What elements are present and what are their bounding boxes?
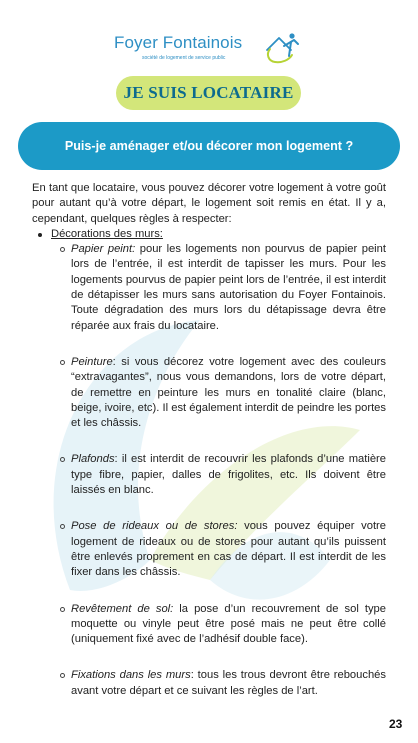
item-text: la pose d’un recouvrement de sol type moquette ou vinyle peut être posé mais ne peut être collé (uniquement fixé avec de l’adhésif double face). [71, 602, 386, 646]
bullet-dot-icon [38, 233, 42, 237]
brand-logo [114, 30, 304, 66]
logo-tagline: société de logement de service public [142, 55, 226, 61]
section-title: JE SUIS LOCATAIRE [116, 76, 301, 110]
circle-bullet-icon [60, 360, 65, 365]
circle-bullet-icon [60, 673, 65, 678]
logo-name: Foyer Fontainois [114, 33, 243, 52]
item-text: pour les logements non pourvus de papier peint lors de l’entrée, il est interdit de tapisser les murs. Pour les logements pourvus de papier peint lors de l’entrée, il est interdit de détapisser les murs sans autorisation du Foyer Fontainois. Toute dégradation des murs lors du détapissage devra être réparée aux frais du locataire. [71, 243, 386, 332]
list-item [71, 355, 386, 431]
circle-bullet-icon [60, 607, 65, 612]
question-banner: Puis-je aménager et/ou décorer mon logement ? [18, 122, 400, 170]
list-item [71, 602, 386, 648]
list-item [71, 668, 386, 699]
house-figure-icon [262, 30, 302, 64]
circle-bullet-icon [60, 457, 65, 462]
item-term: Plafonds [71, 453, 115, 466]
bullet-wall-decoration [32, 227, 386, 242]
circle-bullet-icon [60, 524, 65, 529]
intro-paragraph: En tant que locataire, vous pouvez décorer votre logement à votre goût pour autant qu’à votre départ, le logement soit remis en état. Il y a, cependant, quelques règles à respecter: [32, 182, 386, 225]
list-item [71, 242, 386, 334]
main-content [32, 181, 386, 720]
item-term: Pose de rideaux ou de stores: [71, 520, 238, 533]
item-text: : si vous décorez votre logement avec des couleurs “extravagantes”, nous vous demandons, lors de votre départ, de remettre en peinture les murs en tonalité claire (blanc, beige, ivoire, etc). Il est également interdit de peindre les portes et les châssis. [71, 355, 386, 430]
item-term: Fixations dans les murs [71, 669, 191, 682]
list-item [71, 452, 386, 498]
list-item [71, 519, 386, 580]
item-term: Papier peint: [71, 243, 136, 256]
circle-bullet-icon [60, 247, 65, 252]
item-term: Revêtement de sol: [71, 602, 174, 615]
rules-list [32, 242, 386, 699]
item-text: : tous les trous devront être rebouchés avant votre départ et ce suivant les règles de l’art. [71, 669, 386, 697]
item-text: vous pouvez équiper votre logement de rideaux ou de stores pour autant qu’ils puissent être enlevés proprement en cas de départ. Il est interdit de les fixer dans les châssis. [71, 520, 386, 579]
item-term: Peinture [71, 355, 113, 368]
page-number: 23 [389, 717, 403, 731]
bullet-label: Décorations des murs: [51, 227, 163, 240]
item-text: : il est interdit de recouvrir les plafonds d’une matière type fibre, papier, dalles de frigolites, etc. Ils doivent être laissés en blanc. [71, 453, 386, 497]
